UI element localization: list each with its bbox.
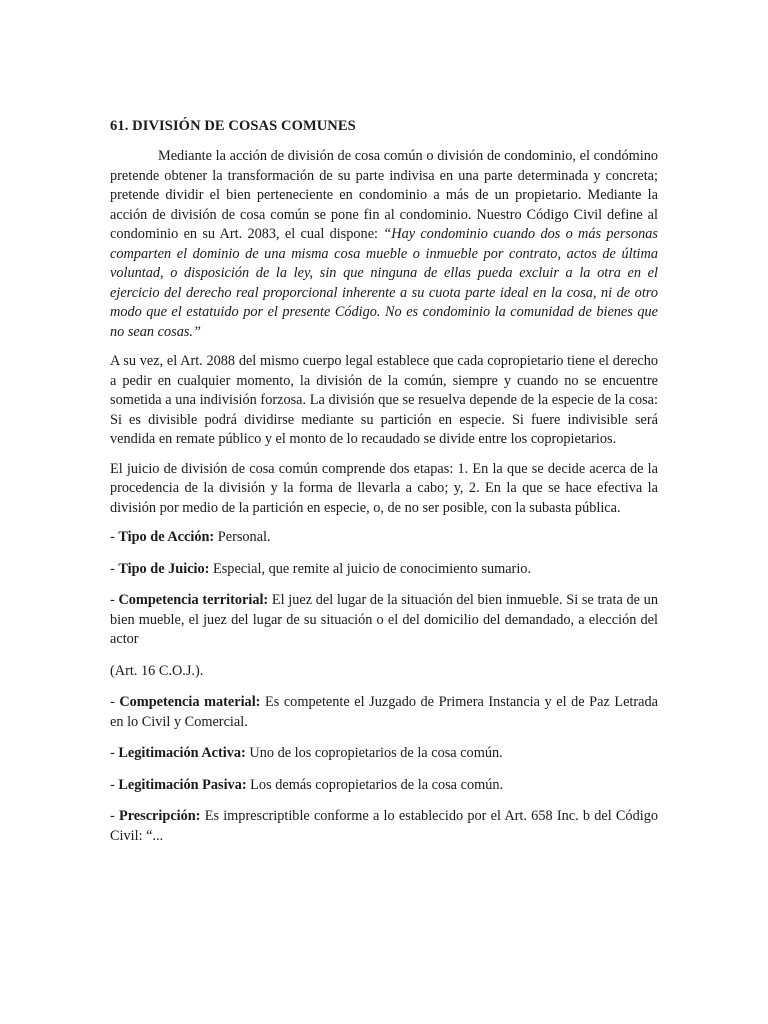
item-text: Es imprescriptible conforme a lo establecido por el Art. 658 Inc. b del Código Civil: “... xyxy=(110,808,658,844)
item-text: Personal. xyxy=(214,529,271,545)
item-legitimacion-activa: - Legitimación Activa: Uno de los copropietarios de la cosa común. xyxy=(110,745,503,761)
item-prescripcion: - Prescripción: Es imprescriptible conforme a lo establecido por el Art. 658 Inc. b del Código Civil: “... xyxy=(110,808,658,844)
item-competencia-material: - Competencia material: Es competente el Juzgado de Primera Instancia y el de Paz Letrada en lo Civil y Comercial. xyxy=(110,694,658,730)
item-text: Uno de los copropietarios de la cosa común. xyxy=(245,745,503,761)
item-label: Legitimación Pasiva: xyxy=(118,776,247,793)
item-label: Tipo de Juicio: xyxy=(118,560,210,577)
paragraph-art-2088: A su vez, el Art. 2088 del mismo cuerpo legal establece que cada copropietario tiene el derecho a pedir en cualquier momento, la división de la común, siempre y cuando no se encuentre sometida a una indivisión forzosa. La división que se resuelva depende de la especie de la cosa: Si es divisible podrá dividirse mediante su partición en especie. Si fuere indivisible será vendida en remate público y el monto de lo recaudado se divide entre los copropietarios. xyxy=(110,353,658,447)
paragraph-etapas: El juicio de división de cosa común comprende dos etapas: 1. En la que se decide acerca de la procedencia de la división y la forma de llevarla a cabo; y, 2. En la que se hace efectiva la división por medio de la partición en especie, o, de no ser posible, con la subasta pública. xyxy=(110,460,658,516)
item-tipo-accion: - Tipo de Acción: Personal. xyxy=(110,529,271,545)
item-text: (Art. 16 C.O.J.). xyxy=(110,662,204,679)
item-label: Legitimación Activa: xyxy=(118,745,246,761)
item-art-16 xyxy=(110,662,658,682)
item-label: Tipo de Acción: xyxy=(118,529,215,545)
item-text: Especial, que remite al juicio de conocimiento sumario. xyxy=(209,560,532,577)
item-text: El juez del lugar de la situación del bien inmueble. Si se trata de un bien mueble, el juez del lugar de su situación o el del domicilio del demandado, a elección del actor xyxy=(110,592,658,647)
item-label: Competencia territorial: xyxy=(118,592,269,608)
intro-text: Mediante la acción de división de cosa común o división de condominio, el condómino pretende obtener la transformación de su parte indivisa en una parte determinada y concreta; pretende dividir el bien perteneciente en condominio a más de un propietario. Mediante la acción de división de cosa común se pone fin al condominio. Nuestro Código Civil define al condominio en su Art. 2083, el cual dispone: xyxy=(110,148,658,242)
item-tipo-juicio: - Tipo de Juicio: Especial, que remite al juicio de conocimiento sumario. xyxy=(110,560,532,577)
paragraph-intro xyxy=(110,147,658,342)
item-text: Los demás copropietarios de la cosa común. xyxy=(246,776,504,793)
item-label: Prescripción: xyxy=(118,808,201,824)
section-title: 61. DIVISIÓN DE COSAS COMUNES xyxy=(110,118,356,134)
code-quote: “Hay condominio cuando dos o más personas comparten el dominio de una misma cosa mueble o inmueble por contrato, actos de última voluntad, o disposición de la ley, sin que ninguna de ellas pueda excluir a la otra en el ejercicio del derecho real proporcional inherente a su cuota parte ideal en la cosa, ni de otro modo que el estatuido por el presente Código. No es condominio la comunidad de bienes que no sean cosas.” xyxy=(110,226,658,340)
item-legitimacion-pasiva: - Legitimación Pasiva: Los demás copropietarios de la cosa común. xyxy=(110,776,504,793)
item-competencia-territorial: - Competencia territorial: El juez del lugar de la situación del bien inmueble. Si se trata de un bien mueble, el juez del lugar de su situación o el del domicilio del demandado, a elección del actor xyxy=(110,592,658,647)
item-text: Es competente el Juzgado de Primera Instancia y el de Paz Letrada en lo Civil y Comercial. xyxy=(110,694,658,730)
item-label: Competencia material: xyxy=(119,694,261,710)
